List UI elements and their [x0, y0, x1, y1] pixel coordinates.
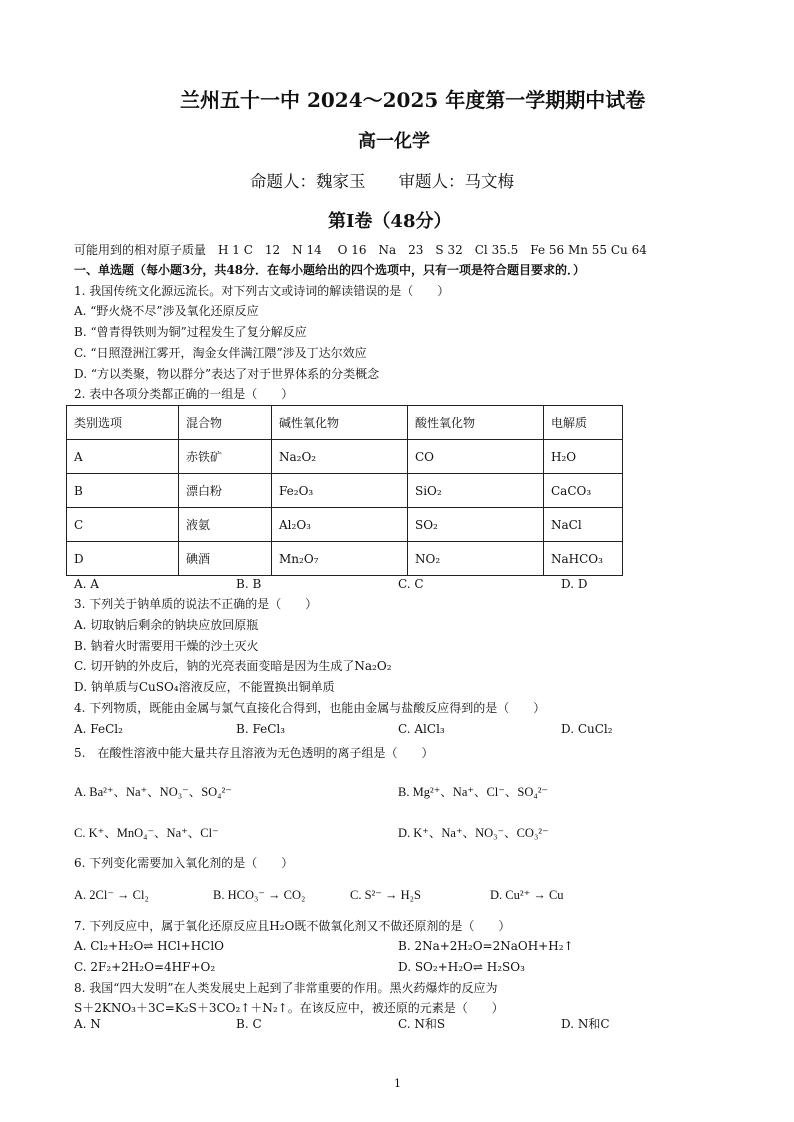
q6-stem: 6. 下列变化需要加入氧化剂的是（ ） — [74, 856, 294, 870]
q2-option-c: C. C — [398, 577, 424, 591]
part-title: 第Ⅰ卷（48分） — [328, 211, 452, 232]
q4-option-a: A. FeCl₂ — [74, 722, 123, 736]
table-cell: CO — [408, 440, 544, 474]
table-cell: SiO₂ — [408, 474, 544, 508]
table-cell: 漂白粉 — [179, 474, 272, 508]
q4-stem: 4. 下列物质，既能由金属与氯气直接化合得到，也能由金属与盐酸反应得到的是（ ） — [74, 701, 546, 715]
section-heading: 一、单选题（每小题3分，共48分．在每小题给出的四个选项中，只有一项是符合题目要求的．） — [74, 263, 586, 277]
q2-classification-table — [66, 405, 623, 576]
table-row — [67, 474, 623, 508]
q7-stem: 7. 下列反应中，属于氧化还原反应且H₂O既不做氧化剂又不做还原剂的是（ ） — [74, 919, 511, 933]
q4-option-d: D. CuCl₂ — [561, 722, 613, 736]
q1-stem: 1. 我国传统文化源远流长。对下列古文或诗词的解读错误的是（ ） — [74, 284, 450, 298]
table-cell: Na₂O₂ — [272, 440, 408, 474]
table-cell: SO₂ — [408, 508, 544, 542]
table-cell: 液氨 — [179, 508, 272, 542]
q5-option-b: B. Mg²⁺、Na⁺、Cl⁻、SO₄²⁻ — [398, 785, 549, 799]
q1-option-c: C. “日照澄洲江雾开，淘金女伴满江隈”涉及丁达尔效应 — [74, 346, 367, 360]
table-cell: NO₂ — [408, 542, 544, 576]
table-cell: NaCl — [544, 508, 623, 542]
table-header-cell: 电解质 — [544, 406, 623, 440]
table-cell: C — [67, 508, 179, 542]
table-header-cell: 酸性氧化物 — [408, 406, 544, 440]
q6-option-b: B. HCO₃⁻ → CO₂ — [213, 888, 306, 902]
table-cell: Fe₂O₃ — [272, 474, 408, 508]
page-number: 1 — [394, 1077, 401, 1090]
table-cell: 碘酒 — [179, 542, 272, 576]
table-cell: 赤铁矿 — [179, 440, 272, 474]
table-cell: D — [67, 542, 179, 576]
atomic-masses-line: 可能用到的相对原子质量 H 1 C 12 N 14 O 16 Na 23 S 32 Cl 35.5 Fe 56 Mn 55 Cu 64 — [74, 243, 647, 257]
table-cell: A — [67, 440, 179, 474]
q4-option-b: B. FeCl₃ — [236, 722, 286, 736]
q1-option-a: A. “野火烧不尽”涉及氧化还原反应 — [74, 304, 259, 318]
q8-option-a: A. N — [74, 1017, 101, 1031]
table-cell: Mn₂O₇ — [272, 542, 408, 576]
q3-option-b: B. 钠着火时需要用干燥的沙土灭火 — [74, 639, 259, 653]
q3-option-c: C. 切开钠的外皮后，钠的光亮表面变暗是因为生成了Na₂O₂ — [74, 659, 392, 673]
q7-option-c: C. 2F₂+2H₂O=4HF+O₂ — [74, 960, 216, 974]
q3-option-a: A. 切取钠后剩余的钠块应放回原瓶 — [74, 618, 259, 632]
q8-option-d: D. N和C — [561, 1017, 610, 1031]
q2-option-b: B. B — [236, 577, 262, 591]
table-row — [67, 440, 623, 474]
q5-option-a: A. Ba²⁺、Na⁺、NO₃⁻、SO₄²⁻ — [74, 785, 232, 799]
q4-option-c: C. AlCl₃ — [398, 722, 445, 736]
q2-option-a: A. A — [74, 577, 99, 591]
q7-option-a: A. Cl₂+H₂O⇌ HCl+HClO — [74, 939, 225, 953]
q6-option-d: D. Cu²⁺ → Cu — [490, 888, 564, 902]
q8-stem-line2: S＋2KNO₃＋3C=K₂S＋3CO₂↑＋N₂↑。在该反应中，被还原的元素是（ ） — [74, 1001, 504, 1015]
q5-option-d: D. K⁺、Na⁺、NO₃⁻、CO₃²⁻ — [398, 826, 549, 840]
exam-title: 兰州五十一中 2024～2025 年度第一学期期中试卷 — [180, 88, 646, 112]
q1-option-d: D. “方以类聚，物以群分”表达了对于世界体系的分类概念 — [74, 367, 380, 381]
table-header-cell: 碱性氧化物 — [272, 406, 408, 440]
q1-option-b: B. “曾青得铁则为铜”过程发生了复分解反应 — [74, 325, 307, 339]
q2-stem: 2. 表中各项分类都正确的一组是（ ） — [74, 387, 294, 401]
q8-option-c: C. N和S — [398, 1017, 446, 1031]
table-cell: B — [67, 474, 179, 508]
table-row — [67, 542, 623, 576]
table-cell: NaHCO₃ — [544, 542, 623, 576]
table-cell: Al₂O₃ — [272, 508, 408, 542]
table-cell: H₂O — [544, 440, 623, 474]
table-cell: CaCO₃ — [544, 474, 623, 508]
q6-option-c: C. S²⁻ → H₂S — [350, 888, 421, 902]
table-header-cell: 混合物 — [179, 406, 272, 440]
q7-option-b: B. 2Na+2H₂O=2NaOH+H₂↑ — [398, 939, 574, 953]
q6-option-a: A. 2Cl⁻ → Cl₂ — [74, 888, 149, 902]
q5-option-c: C. K⁺、MnO₄⁻、Na⁺、Cl⁻ — [74, 826, 219, 840]
table-header-cell: 类别选项 — [67, 406, 179, 440]
q8-stem-line1: 8. 我国“四大发明”在人类发展史上起到了非常重要的作用。黑火药爆炸的反应为 — [74, 981, 498, 995]
q7-option-d: D. SO₂+H₂O⇌ H₂SO₃ — [398, 960, 525, 974]
table-header-row — [67, 406, 623, 440]
authors-line: 命题人：魏家玉 审题人：马文梅 — [250, 172, 514, 191]
q3-option-d: D. 钠单质与CuSO₄溶液反应，不能置换出铜单质 — [74, 680, 335, 694]
subject-title: 高一化学 — [358, 131, 430, 152]
q5-stem: 5. 在酸性溶液中能大量共存且溶液为无色透明的离子组是（ ） — [74, 746, 434, 760]
q2-option-d: D. D — [561, 577, 588, 591]
table-row — [67, 508, 623, 542]
q3-stem: 3. 下列关于钠单质的说法不正确的是（ ） — [74, 597, 318, 611]
q8-option-b: B. C — [236, 1017, 262, 1031]
